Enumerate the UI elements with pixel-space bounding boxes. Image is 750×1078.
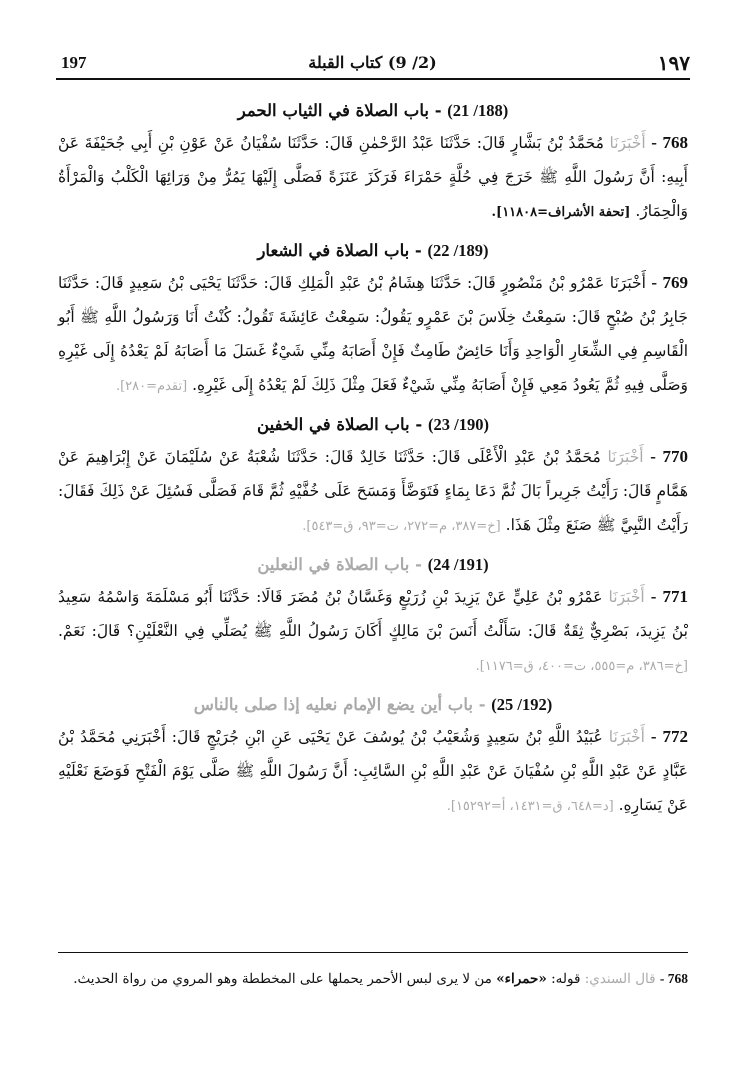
- lead-word: أَخْبَرَنَا: [609, 274, 646, 292]
- reference: [خ=٣٨٧، م=٢٧٢، ت=٩٣، ق=٥٤٣].: [302, 519, 501, 534]
- lead-word: أَخْبَرَنَا: [609, 134, 646, 152]
- reference: [د=٦٤٨، ق=١٤٣١، أ=١٥٢٩٢].: [446, 799, 614, 814]
- chapter-number: (192/ 25): [491, 695, 553, 714]
- section-771: [58, 550, 688, 684]
- reference: [تحفة الأشراف=١١٨٠٨].: [491, 205, 631, 220]
- lead-word: أَخْبَرَنَا: [607, 448, 644, 466]
- chapter-title: - باب الصلاة في الثياب الحمر: [237, 101, 442, 120]
- footnote-keyword: «حمراء»: [496, 971, 547, 987]
- chapter-number: (191/ 24): [427, 555, 489, 574]
- page-number-latin: 197: [61, 53, 87, 72]
- chapter-number: (189/ 22): [427, 241, 489, 260]
- section-770: [58, 410, 688, 544]
- reference: [تقدم=٢٨٠].: [115, 379, 188, 394]
- footnote-number: 768 -: [659, 971, 688, 986]
- hadith-text: مُحَمَّدُ بْنُ بَشَّارٍ قَالَ: حَدَّثَنَا عَبْدُ الرَّحْمٰنِ قَالَ: حَدَّثَنَا سُفْيَانُ عَنْ عَوْنِ بْنِ أَبِي جُحَيْفَةَ عَنْ أَبِيهِ: أَنَّ رَسُولَ اللَّهِ ﷺ خَرَجَ فِي حُلَّةٍ حَمْرَاءَ فَرَكَزَ عَنَزَةً فَصَلَّى إِلَيْهَا يَمُرُّ مِنْ وَرَائِهَا الْكَلْبُ وَالْمَرْأَةُ وَالْحِمَارُ.: [58, 134, 688, 220]
- chapter-title: - باب الصلاة في النعلين: [257, 555, 422, 574]
- chapter-heading: [58, 96, 688, 126]
- chapter-number: (190/ 23): [427, 415, 489, 434]
- main-text: [58, 96, 688, 824]
- chapter-heading: [58, 690, 688, 720]
- hadith-number: 768: [662, 133, 688, 152]
- footnote-rule: [58, 952, 688, 953]
- chapter-title: - باب الصلاة في الخفين: [257, 415, 423, 434]
- lead-word: أَخْبَرَنَا: [608, 728, 645, 746]
- hadith-number: 769: [662, 273, 688, 292]
- chapter-heading: [58, 236, 688, 266]
- reference: [خ=٣٨٦، م=٥٥٥، ت=٤٠٠، ق=١١٧٦].: [475, 659, 688, 674]
- footnote: [58, 962, 688, 996]
- chapter-heading: [58, 550, 688, 580]
- chapter-title: - باب أين يضع الإمام نعليه إذا صلى بالناس: [193, 695, 486, 714]
- hadith-text: مُحَمَّدُ بْنُ عَبْدِ الْأَعْلَى قَالَ: حَدَّثَنَا خَالِدٌ قَالَ: حَدَّثَنَا شُعْبَةُ عَنْ سُلَيْمَانَ عَنْ إِبْرَاهِيمَ عَنْ هَمَّامٍ قَالَ: رَأَيْتُ جَرِيراً بَالَ ثُمَّ دَعَا بِمَاءٍ فَتَوَضَّأَ وَمَسَحَ عَلَى خُفَّيْهِ ثُمَّ قَامَ فَصَلَّى فَسُئِلَ عَنْ ذَلِكَ فَقَالَ: رَأَيْتُ النَّبِيَّ ﷺ صَنَعَ مِثْلَ هَذَا.: [58, 448, 688, 534]
- hadith-772: 772 - أَخْبَرَنَا عُبَيْدُ اللَّهِ بْنُ سَعِيدٍ وَشُعَيْبُ بْنُ يُوسُفَ عَنْ يَحْيَى عَنِ ابْنِ جُرَيْجٍ قَالَ: أَخْبَرَنِي مُحَمَّدُ بْنُ عَبَّادٍ عَنْ عَبْدِ اللَّهِ بْنِ سُفْيَانَ عَنْ عَبْدِ اللَّهِ بْنِ السَّائِبِ: أَنَّ رَسُولَ اللَّهِ ﷺ صَلَّى يَوْمَ الْفَتْحِ فَوَضَعَ نَعْلَيْهِ عَنْ يَسَارِهِ. [د=٦٤٨، ق=١٤٣١، أ=١٥٢٩٢].: [58, 727, 688, 814]
- hadith-text: عُبَيْدُ اللَّهِ بْنُ سَعِيدٍ وَشُعَيْبُ بْنُ يُوسُفَ عَنْ يَحْيَى عَنِ ابْنِ جُرَيْجٍ قَالَ: أَخْبَرَنِي مُحَمَّدُ بْنُ عَبَّادٍ عَنْ عَبْدِ اللَّهِ بْنِ سُفْيَانَ عَنْ عَبْدِ اللَّهِ بْنِ السَّائِبِ: أَنَّ رَسُولَ اللَّهِ ﷺ صَلَّى يَوْمَ الْفَتْحِ فَوَضَعَ نَعْلَيْهِ عَنْ يَسَارِهِ.: [58, 728, 688, 814]
- hadith-text: عَمْرُو بْنُ عَلِيٍّ عَنْ يَزِيدَ بْنِ زُرَيْعٍ وَغَسَّانُ بْنُ مُضَرَ قَالَا: حَدَّثَنَا أَبُو مَسْلَمَةَ وَاسْمُهُ سَعِيدُ بْنُ يَزِيدَ، بَصْرِيٌّ ثِقَةٌ قَالَ: سَأَلْتُ أَنَسَ بْنَ مَالِكٍ أَكَانَ رَسُولُ اللَّهِ ﷺ يُصَلِّي فِي النَّعْلَيْنِ؟ قَالَ: نَعَمْ.: [58, 588, 688, 640]
- section-772: [58, 690, 688, 824]
- hadith-771: 771 - أَخْبَرَنَا عَمْرُو بْنُ عَلِيٍّ عَنْ يَزِيدَ بْنِ زُرَيْعٍ وَغَسَّانُ بْنُ مُضَرَ قَالَا: حَدَّثَنَا أَبُو مَسْلَمَةَ وَاسْمُهُ سَعِيدُ بْنُ يَزِيدَ، بَصْرِيٌّ ثِقَةٌ قَالَ: سَأَلْتُ أَنَسَ بْنَ مَالِكٍ أَكَانَ رَسُولُ اللَّهِ ﷺ يُصَلِّي فِي النَّعْلَيْنِ؟ قَالَ: نَعَمْ. [خ=٣٨٦، م=٥٥٥، ت=٤٠٠، ق=١١٧٦].: [58, 587, 688, 674]
- hadith-number: 772: [662, 727, 688, 746]
- running-title: (2/ 9) كتاب القبلة: [308, 53, 437, 72]
- header-rule: [56, 78, 690, 80]
- hadith-number: 770: [662, 447, 688, 466]
- section-768: [58, 96, 688, 230]
- lead-word: أَخْبَرَنَا: [608, 588, 645, 606]
- running-header: [55, 52, 690, 78]
- chapter-number: (188/ 21): [447, 101, 509, 120]
- footnote-author: قال السندي:: [584, 971, 656, 987]
- section-769: [58, 236, 688, 404]
- footnote-lead: قوله:: [551, 971, 581, 987]
- page-number-arabic: ١٩٧: [657, 51, 690, 75]
- hadith-770: 770 - أَخْبَرَنَا مُحَمَّدُ بْنُ عَبْدِ الْأَعْلَى قَالَ: حَدَّثَنَا خَالِدٌ قَالَ: حَدَّثَنَا شُعْبَةُ عَنْ سُلَيْمَانَ عَنْ إِبْرَاهِيمَ عَنْ هَمَّامٍ قَالَ: رَأَيْتُ جَرِيراً بَالَ ثُمَّ دَعَا بِمَاءٍ فَتَوَضَّأَ وَمَسَحَ عَلَى خُفَّيْهِ ثُمَّ قَامَ فَصَلَّى فَسُئِلَ عَنْ ذَلِكَ فَقَالَ: رَأَيْتُ النَّبِيَّ ﷺ صَنَعَ مِثْلَ هَذَا. [خ=٣٨٧، م=٢٧٢، ت=٩٣، ق=٥٤٣].: [58, 447, 688, 534]
- footnote-text: من لا يرى لبس الأحمر يحملها على المخططة وهو المروي من رواة الحديث.: [73, 971, 492, 987]
- chapter-heading: [58, 410, 688, 440]
- hadith-768: 768 - أَخْبَرَنَا مُحَمَّدُ بْنُ بَشَّارٍ قَالَ: حَدَّثَنَا عَبْدُ الرَّحْمٰنِ قَالَ: حَدَّثَنَا سُفْيَانُ عَنْ عَوْنِ بْنِ أَبِي جُحَيْفَةَ عَنْ أَبِيهِ: أَنَّ رَسُولَ اللَّهِ ﷺ خَرَجَ فِي حُلَّةٍ حَمْرَاءَ فَرَكَزَ عَنَزَةً فَصَلَّى إِلَيْهَا يَمُرُّ مِنْ وَرَائِهَا الْكَلْبُ وَالْمَرْأَةُ وَالْحِمَارُ. [تحفة الأشراف=١١٨٠٨].: [58, 133, 688, 220]
- hadith-text: عَمْرُو بْنُ مَنْصُورٍ قَالَ: حَدَّثَنَا هِشَامُ بْنُ عَبْدِ الْمَلِكِ قَالَ: حَدَّثَنَا يَحْيَى بْنُ سَعِيدٍ قَالَ: حَدَّثَنَا جَابِرُ بْنُ صُبْحٍ قَالَ: سَمِعْتُ خِلَاسَ بْنَ عَمْرٍو يَقُولُ: سَمِعْتُ عَائِشَةَ تَقُولُ: كُنْتُ أَنَا وَرَسُولُ اللَّهِ ﷺ أَبُو الْقَاسِمِ فِي الشِّعَارِ الْوَاحِدِ وَأَنَا حَائِضٌ طَامِثٌ فَإِنْ أَصَابَهُ مِنِّي شَيْءٌ غَسَلَ مَا أَصَابَهُ لَمْ يَعْدُهُ إِلَى غَيْرِهِ وَصَلَّى فِيهِ ثُمَّ يَعُودُ مَعِي فَإِنْ أَصَابَهُ مِنِّي شَيْءٌ فَعَلَ مِثْلَ ذَلِكَ لَمْ يَعْدُهُ إِلَى غَيْرِهِ.: [58, 274, 688, 394]
- chapter-title: - باب الصلاة في الشعار: [257, 241, 422, 260]
- hadith-number: 771: [662, 587, 688, 606]
- hadith-769: 769 - أَخْبَرَنَا عَمْرُو بْنُ مَنْصُورٍ قَالَ: حَدَّثَنَا هِشَامُ بْنُ عَبْدِ الْمَلِكِ قَالَ: حَدَّثَنَا يَحْيَى بْنُ سَعِيدٍ قَالَ: حَدَّثَنَا جَابِرُ بْنُ صُبْحٍ قَالَ: سَمِعْتُ خِلَاسَ بْنَ عَمْرٍو يَقُولُ: سَمِعْتُ عَائِشَةَ تَقُولُ: كُنْتُ أَنَا وَرَسُولُ اللَّهِ ﷺ أَبُو الْقَاسِمِ فِي الشِّعَارِ الْوَاحِدِ وَأَنَا حَائِضٌ طَامِثٌ فَإِنْ أَصَابَهُ مِنِّي شَيْءٌ غَسَلَ مَا أَصَابَهُ لَمْ يَعْدُهُ إِلَى غَيْرِهِ وَصَلَّى فِيهِ ثُمَّ يَعُودُ مَعِي فَإِنْ أَصَابَهُ مِنِّي شَيْءٌ فَعَلَ مِثْلَ ذَلِكَ لَمْ يَعْدُهُ إِلَى غَيْرِهِ. [تقدم=٢٨٠].: [58, 273, 688, 394]
